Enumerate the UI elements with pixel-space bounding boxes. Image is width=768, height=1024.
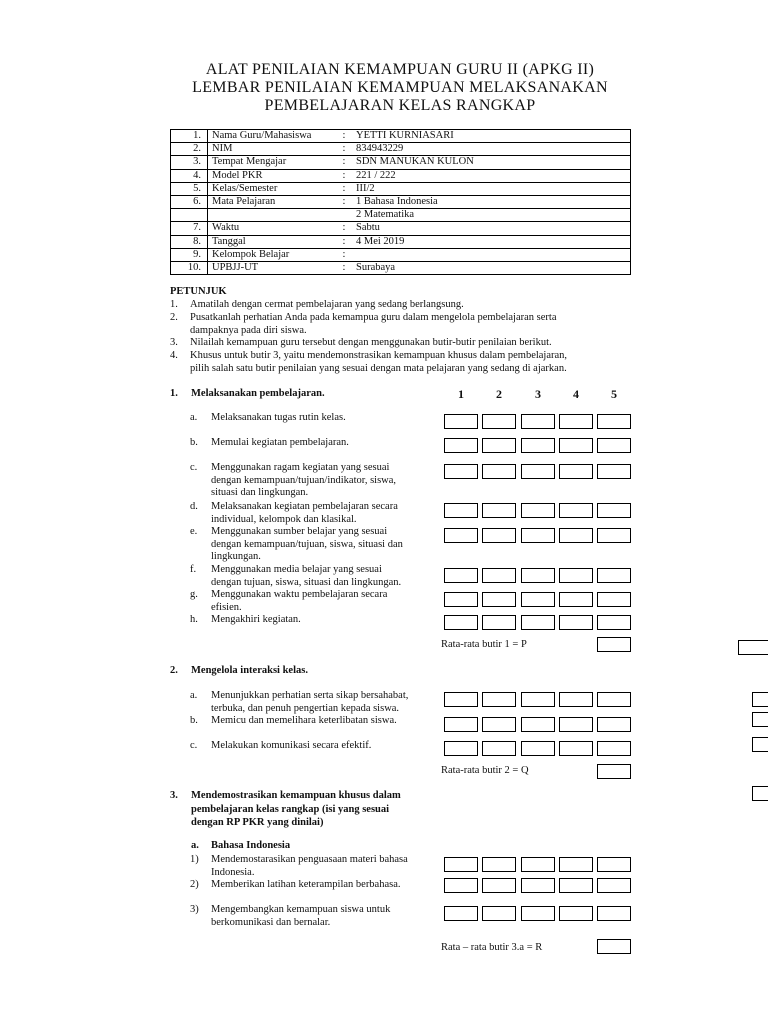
section-1-item-e-score-3-box[interactable]	[521, 528, 555, 543]
section-1-item-e-score-1-box[interactable]	[444, 528, 478, 543]
petunjuk-text: Khusus untuk butir 3, yaitu mendemonstrasikan kemampuan khusus dalam pembelajaran,	[190, 350, 568, 361]
section-1-item-a-score-5-box[interactable]	[597, 414, 631, 429]
section-2-item-c-score-4-box[interactable]	[559, 741, 593, 756]
section-3-title: Mendemostrasikan kemampuan khusus dalam	[191, 790, 401, 801]
section-1-item-c-score-2-box[interactable]	[482, 464, 516, 479]
petunjuk-text: Amatilah dengan cermat pembelajaran yang sedang berlangsung.	[190, 299, 464, 310]
section-1-item-text: Melaksanakan tugas rutin kelas.	[211, 412, 346, 423]
info-colon: :	[336, 182, 352, 195]
info-value: 4 Mei 2019	[352, 235, 631, 248]
section-1-item-e-score-5-box[interactable]	[597, 528, 631, 543]
average-r-box[interactable]	[597, 939, 631, 954]
info-label: Tempat Mengajar	[208, 156, 337, 169]
info-colon: :	[336, 195, 352, 208]
section-1-item-text: Menggunakan sumber belajar yang sesuai	[211, 526, 388, 537]
section-2-item-c-score-3-box[interactable]	[521, 741, 555, 756]
doc-title-line-1: ALAT PENILAIAN KEMAMPUAN GURU II (APKG II)	[205, 61, 595, 78]
info-label: Kelas/Semester	[208, 182, 337, 195]
scale-label-2: 2	[496, 387, 502, 401]
petunjuk-text: dampaknya pada diri siswa.	[190, 325, 307, 336]
average-q-box[interactable]	[597, 764, 631, 779]
section-2-item-b-score-2-box[interactable]	[482, 717, 516, 732]
section-3-item-2-score-2-box[interactable]	[482, 878, 516, 893]
section-1-item-c-score-5-box[interactable]	[597, 464, 631, 479]
info-row	[171, 195, 631, 208]
section-1-item-h-score-3-box[interactable]	[521, 615, 555, 630]
section-2-item-label: c.	[190, 740, 198, 751]
section-1-item-c-score-1-box[interactable]	[444, 464, 478, 479]
info-value: 1 Bahasa Indonesia	[352, 195, 631, 208]
section-1-item-b-score-2-box[interactable]	[482, 438, 516, 453]
section-1-item-label: h.	[190, 614, 198, 625]
info-colon: :	[336, 169, 352, 182]
doc-title-line-2: LEMBAR PENILAIAN KEMAMPUAN MELAKSANAKAN	[192, 79, 608, 96]
section-3-item-text: berkomunikasi dan bernalar.	[211, 916, 331, 928]
section-1-item-text: dengan kemampuan/tujuan, siswa, situasi dan	[211, 538, 403, 550]
info-row	[171, 156, 631, 169]
info-colon: :	[336, 130, 352, 143]
section-1-title: Melaksanakan pembelajaran.	[191, 388, 325, 399]
cut-off-box	[752, 692, 768, 707]
cut-off-box	[752, 737, 768, 752]
info-label: Mata Pelajaran	[208, 195, 337, 208]
cut-off-box	[738, 640, 768, 655]
section-1-item-c-score-3-box[interactable]	[521, 464, 555, 479]
section-2-item-c-score-2-box[interactable]	[482, 741, 516, 756]
section-1-item-a-score-1-box[interactable]	[444, 414, 478, 429]
section-1-item-e-score-2-box[interactable]	[482, 528, 516, 543]
section-1-item-text: Menggunakan media belajar yang sesuai	[211, 564, 382, 575]
petunjuk-text: Nilailah kemampuan guru tersebut dengan menggunakan butir-butir penilaian berikut.	[190, 337, 552, 348]
section-2-item-label: b.	[190, 715, 198, 726]
section-1-item-f-score-1-box[interactable]	[444, 568, 478, 583]
section-3-number: 3.	[170, 790, 178, 801]
section-1-number: 1.	[170, 388, 178, 399]
petunjuk-text: pilih salah satu butir penilaian yang sesuai dengan mata pelajaran yang sedang di ajarkan.	[190, 363, 567, 374]
section-1-item-text: efisien.	[211, 601, 242, 613]
section-1-item-g-score-2-box[interactable]	[482, 592, 516, 607]
info-number: 4.	[171, 169, 208, 182]
section-3-title: dengan RP PKR yang dinilai)	[191, 817, 324, 828]
info-value: 834943229	[352, 143, 631, 156]
section-1-item-text: lingkungan.	[211, 551, 261, 562]
section-1-item-text: situasi dan lingkungan.	[211, 487, 309, 498]
section-1-item-g-score-1-box[interactable]	[444, 592, 478, 607]
section-1-item-b-score-1-box[interactable]	[444, 438, 478, 453]
section-1-item-label: b.	[190, 437, 198, 448]
section-1-item-label: a.	[190, 412, 198, 423]
section-1-item-a-score-2-box[interactable]	[482, 414, 516, 429]
cut-off-box	[752, 786, 768, 801]
section-1-item-f-score-2-box[interactable]	[482, 568, 516, 583]
petunjuk-number: 1.	[170, 299, 178, 310]
info-number: 9.	[171, 248, 208, 261]
petunjuk-text: Pusatkanlah perhatian Anda pada kemampua guru dalam mengelola pembelajaran serta	[190, 312, 557, 323]
section-2-item-c-score-1-box[interactable]	[444, 741, 478, 756]
section-2-item-text: Memicu dan memelihara keterlibatan siswa.	[211, 715, 397, 726]
section-3-item-2-score-5-box[interactable]	[597, 878, 631, 893]
section-1-item-d-score-5-box[interactable]	[597, 503, 631, 518]
section-1-item-d-score-1-box[interactable]	[444, 503, 478, 518]
info-number: 8.	[171, 235, 208, 248]
section-1-item-e-score-4-box[interactable]	[559, 528, 593, 543]
info-label: NIM	[208, 143, 337, 156]
info-label	[208, 209, 337, 222]
section-1-item-d-score-2-box[interactable]	[482, 503, 516, 518]
section-2-item-c-score-5-box[interactable]	[597, 741, 631, 756]
section-3-item-3-score-1-box[interactable]	[444, 906, 478, 921]
section-3-item-label: 2)	[190, 879, 199, 890]
section-1-item-h-score-2-box[interactable]	[482, 615, 516, 630]
info-row	[171, 248, 631, 261]
section-1-item-f-score-3-box[interactable]	[521, 568, 555, 583]
section-2-item-b-score-4-box[interactable]	[559, 717, 593, 732]
info-row	[171, 130, 631, 143]
section-1-item-text: Menggunakan ragam kegiatan yang sesuai	[211, 462, 390, 473]
section-1-item-c-score-4-box[interactable]	[559, 464, 593, 479]
section-2-average-label: Rata-rata butir 2 = Q	[441, 765, 529, 776]
section-2-item-text: terbuka, dan penuh pengertian kepada siswa.	[211, 702, 400, 714]
section-1-item-text: individual, kelompok dan klasikal.	[211, 513, 357, 525]
section-1-item-g-score-3-box[interactable]	[521, 592, 555, 607]
section-2-item-b-score-5-box[interactable]	[597, 717, 631, 732]
section-1-item-label: d.	[190, 501, 198, 512]
info-row	[171, 235, 631, 248]
average-p-box[interactable]	[597, 637, 631, 652]
info-colon: :	[336, 156, 352, 169]
section-1-item-label: e.	[190, 526, 198, 537]
info-value: 2 Matematika	[352, 209, 631, 222]
info-colon: :	[336, 143, 352, 156]
info-label: Model PKR	[208, 169, 337, 182]
info-colon: :	[336, 261, 352, 274]
info-label: Kelompok Belajar	[208, 248, 337, 261]
section-2-item-a-score-2-box[interactable]	[482, 692, 516, 707]
identity-table	[170, 129, 631, 275]
info-number: 1.	[171, 130, 208, 143]
section-1-item-f-score-5-box[interactable]	[597, 568, 631, 583]
section-2-item-a-score-3-box[interactable]	[521, 692, 555, 707]
section-1-item-text: dengan tujuan, siswa, situasi dan lingkungan.	[211, 576, 402, 588]
section-3-item-1-score-4-box[interactable]	[559, 857, 593, 872]
section-1-item-text: Melaksanakan kegiatan pembelajaran secara	[211, 501, 398, 512]
petunjuk-number: 4.	[170, 350, 178, 361]
section-3-item-label: 3)	[190, 904, 199, 915]
section-1-item-text: Memulai kegiatan pembelajaran.	[211, 437, 349, 448]
section-3-item-2-score-4-box[interactable]	[559, 878, 593, 893]
section-2-item-b-score-3-box[interactable]	[521, 717, 555, 732]
section-1-item-g-score-4-box[interactable]	[559, 592, 593, 607]
section-3-item-3-score-5-box[interactable]	[597, 906, 631, 921]
section-1-item-h-score-4-box[interactable]	[559, 615, 593, 630]
info-colon	[336, 209, 352, 222]
section-1-item-text: dengan kemampuan/tujuan/indikator, siswa,	[211, 474, 397, 486]
petunjuk-number: 3.	[170, 337, 178, 348]
info-number: 2.	[171, 143, 208, 156]
section-1-item-a-score-3-box[interactable]	[521, 414, 555, 429]
info-colon: :	[336, 222, 352, 235]
section-3-item-text: Mendemostarasikan penguasaan materi bahasa	[211, 854, 408, 865]
section-3-item-1-score-2-box[interactable]	[482, 857, 516, 872]
info-value: Surabaya	[352, 261, 631, 274]
info-number: 5.	[171, 182, 208, 195]
info-number: 7.	[171, 222, 208, 235]
section-2-item-b-score-1-box[interactable]	[444, 717, 478, 732]
section-1-item-text: Mengakhiri kegiatan.	[211, 614, 301, 625]
section-1-item-b-score-4-box[interactable]	[559, 438, 593, 453]
section-3-item-text: Indonesia.	[211, 866, 255, 878]
section-3-item-1-score-1-box[interactable]	[444, 857, 478, 872]
section-3-item-text: Mengembangkan kemampuan siswa untuk	[211, 904, 391, 915]
info-row	[171, 143, 631, 156]
info-number: 3.	[171, 156, 208, 169]
scale-label-5: 5	[611, 387, 617, 401]
info-label: Tanggal	[208, 235, 337, 248]
scale-label-3: 3	[535, 387, 541, 401]
section-3-title: pembelajaran kelas rangkap (isi yang sesuai	[191, 803, 390, 815]
info-value: Sabtu	[352, 222, 631, 235]
section-1-item-g-score-5-box[interactable]	[597, 592, 631, 607]
section-2-item-a-score-4-box[interactable]	[559, 692, 593, 707]
section-3-average-label: Rata – rata butir 3.a = R	[441, 942, 543, 953]
section-3-item-2-score-1-box[interactable]	[444, 878, 478, 893]
section-3-sub-title: Bahasa Indonesia	[211, 840, 291, 851]
section-3-item-label: 1)	[190, 854, 199, 865]
section-3-item-3-score-4-box[interactable]	[559, 906, 593, 921]
section-1-item-h-score-5-box[interactable]	[597, 615, 631, 630]
section-1-item-h-score-1-box[interactable]	[444, 615, 478, 630]
section-3-item-2-score-3-box[interactable]	[521, 878, 555, 893]
info-colon: :	[336, 235, 352, 248]
section-2-item-a-score-1-box[interactable]	[444, 692, 478, 707]
info-label: UPBJJ-UT	[208, 261, 337, 274]
info-row	[171, 261, 631, 274]
section-1-item-d-score-4-box[interactable]	[559, 503, 593, 518]
section-1-item-label: c.	[190, 462, 198, 473]
section-1-item-label: f.	[190, 564, 197, 575]
info-value: YETTI KURNIASARI	[352, 130, 631, 143]
section-1-item-b-score-3-box[interactable]	[521, 438, 555, 453]
section-1-item-f-score-4-box[interactable]	[559, 568, 593, 583]
section-2-number: 2.	[170, 665, 178, 676]
section-3-item-text: Memberikan latihan keterampilan berbahasa.	[211, 879, 401, 890]
info-value: 221 / 222	[352, 169, 631, 182]
petunjuk-number: 2.	[170, 312, 178, 323]
info-value	[352, 248, 631, 261]
info-label: Nama Guru/Mahasiswa	[208, 130, 337, 143]
section-3-item-3-score-2-box[interactable]	[482, 906, 516, 921]
section-3-sub-label: a.	[191, 840, 199, 851]
info-number: 6.	[171, 195, 208, 208]
section-2-item-a-score-5-box[interactable]	[597, 692, 631, 707]
section-1-item-b-score-5-box[interactable]	[597, 438, 631, 453]
section-3-item-3-score-3-box[interactable]	[521, 906, 555, 921]
section-1-average-label: Rata-rata butir 1 = P	[441, 639, 527, 650]
info-label: Waktu	[208, 222, 337, 235]
section-3-item-1-score-3-box[interactable]	[521, 857, 555, 872]
section-2-item-text: Menunjukkan perhatian serta sikap bersahabat,	[211, 690, 409, 701]
info-number	[171, 209, 208, 222]
section-1-item-a-score-4-box[interactable]	[559, 414, 593, 429]
section-1-item-text: Menggunakan waktu pembelajaran secara	[211, 589, 388, 600]
scale-label-1: 1	[458, 387, 464, 401]
info-row	[171, 222, 631, 235]
doc-title-line-3: PEMBELAJARAN KELAS RANGKAP	[264, 97, 536, 114]
petunjuk-heading: PETUNJUK	[170, 286, 227, 297]
info-row	[171, 169, 631, 182]
info-colon: :	[336, 248, 352, 261]
cut-off-box	[752, 712, 768, 727]
section-3-item-1-score-5-box[interactable]	[597, 857, 631, 872]
section-1-item-d-score-3-box[interactable]	[521, 503, 555, 518]
scale-label-4: 4	[573, 387, 579, 401]
section-2-item-text: Melakukan komunikasi secara efektif.	[211, 740, 372, 751]
info-value: III/2	[352, 182, 631, 195]
info-row	[171, 209, 631, 222]
section-2-item-label: a.	[190, 690, 198, 701]
section-1-item-label: g.	[190, 589, 198, 600]
info-value: SDN MANUKAN KULON	[352, 156, 631, 169]
section-2-title: Mengelola interaksi kelas.	[191, 665, 308, 676]
info-number: 10.	[171, 261, 208, 274]
info-row	[171, 182, 631, 195]
